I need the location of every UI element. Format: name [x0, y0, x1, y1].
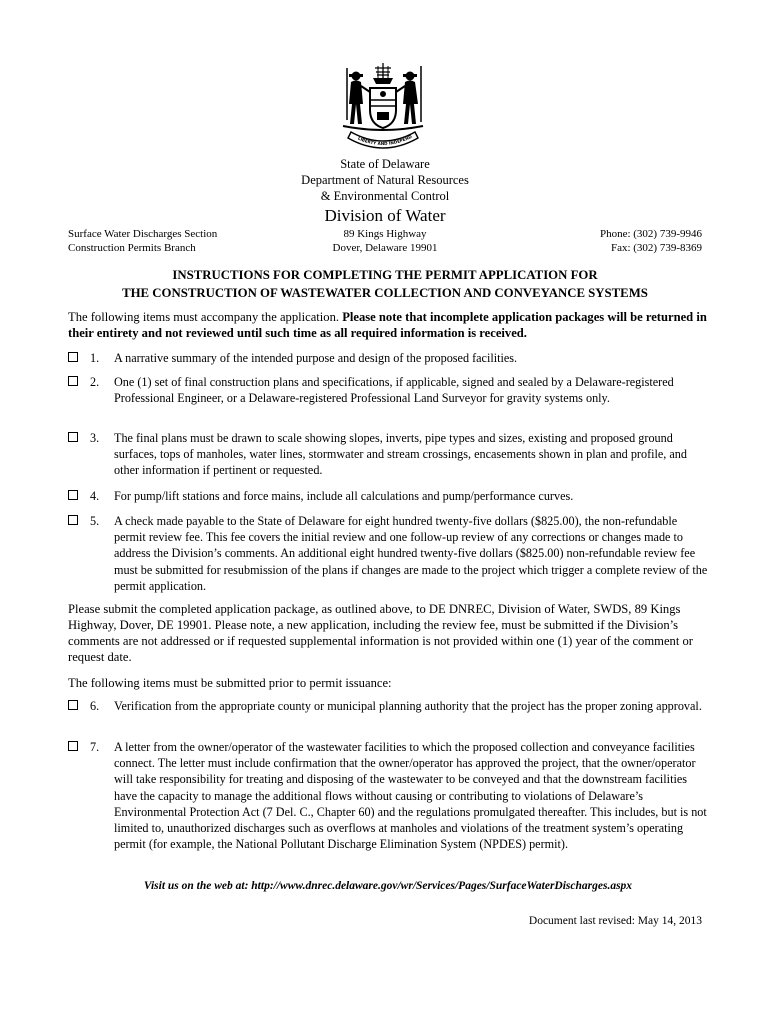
fax-number: Fax: (302) 739-8369	[610, 242, 702, 254]
address-city: Dover, Delaware 19901	[332, 242, 438, 254]
checklist-item-4	[68, 488, 708, 504]
checklist-item-5	[68, 513, 708, 594]
revision-date: Document last revised: May 14, 2013	[528, 915, 702, 927]
item-number: 1.	[90, 351, 100, 365]
item-text: The final plans must be drawn to scale showing slopes, inverts, pipe types and sizes, existing and proposed ground surfaces, tops of manholes, water lines, stormwater and stream crossings, encasements shown in plan and profile, and other information if pertinent or requested.	[114, 431, 687, 478]
item-text: Verification from the appropriate county or municipal planning authority that the project has the proper zoning approval.	[114, 699, 702, 713]
intro-warning: Please note that incomplete application packages will be returned in their entirety and not reviewed until such time as all required information is received.	[68, 310, 707, 340]
branch-name: Construction Permits Branch	[68, 242, 196, 254]
checklist-item-1	[68, 350, 708, 366]
checkbox-4[interactable]	[68, 490, 78, 500]
checkbox-6[interactable]	[68, 700, 78, 710]
checklist-item-3	[68, 430, 708, 479]
item-text: A narrative summary of the intended purpose and design of the proposed facilities.	[114, 351, 518, 365]
item-text: A letter from the owner/operator of the wastewater facilities to which the proposed collection and conveyance facilities connect. The letter must include confirmation that the owner/operator has approved the project, that the owner/operator will take responsibility for treating and disposing of the wastewater to be conveyed and that the downstream facilities have the capacity to manage the additional flows without causing or contributing to violations of Delaware’s Environmental Protection Act (7 Del. C., Chapter 60) and the regulations promulgated thereafter. This includes, but is not limited to, unauthorized discharges such as overflows at manholes and violations of the treatment system’s operating permit (for example, the National Pollutant Discharge Elimination System (NPDES) permit).	[114, 740, 707, 852]
agency-department: Department of Natural Resources	[301, 173, 469, 187]
checkbox-2[interactable]	[68, 376, 78, 386]
intro-paragraph	[68, 309, 708, 341]
item-text: A check made payable to the State of Delaware for eight hundred twenty-five dollars ($825.00), the non-refundable permit review fee. This fee covers the initial review and one follow-up review of any corrections or changes made to address the Division’s comments. An additional eight hundred twenty-five dollars ($825.00) non-refundable review fee must be submitted for resubmission of the plans if changes are made to the project which trigger a complete review of the permit application.	[114, 514, 708, 593]
item-number: 3.	[90, 431, 100, 445]
item-text: For pump/lift stations and force mains, include all calculations and pump/performance curves.	[114, 489, 574, 503]
seal-banner-text: LIBERTY AND INDEPEND	[357, 133, 413, 147]
item-number: 7.	[90, 740, 100, 754]
address-street: 89 Kings Highway	[343, 228, 427, 240]
checkbox-3[interactable]	[68, 432, 78, 442]
delaware-seal-logo	[333, 60, 433, 152]
phone-number: Phone: (302) 739-9946	[599, 228, 702, 240]
website-link[interactable]: Visit us on the web at: http://www.dnrec.delaware.gov/wr/Services/Pages/SurfaceWaterDischarges.aspx	[143, 880, 633, 892]
item-number: 2.	[90, 375, 100, 389]
checkbox-5[interactable]	[68, 515, 78, 525]
item-number: 5.	[90, 514, 100, 528]
section-name: Surface Water Discharges Section	[68, 228, 218, 240]
agency-environmental: & Environmental Control	[320, 189, 450, 203]
item-number: 4.	[90, 489, 100, 503]
division-title: Division of Water	[324, 206, 446, 225]
prior-issuance-paragraph: The following items must be submitted prior to permit issuance:	[68, 676, 392, 690]
instructions-title-line1: INSTRUCTIONS FOR COMPLETING THE PERMIT APPLICATION FOR	[172, 268, 598, 282]
checklist-item-2	[68, 374, 708, 406]
checklist-item-7	[68, 739, 708, 852]
item-number: 6.	[90, 699, 100, 713]
agency-state: State of Delaware	[340, 157, 430, 171]
submit-paragraph: Please submit the completed application package, as outlined above, to DE DNREC, Division of Water, SWDS, 89 Kings Highway, Dover, DE 19901. Please note, a new application, including the review fee, must be submitted if the Division’s comments are not addressed or if requested supplemental information is not provided within one (1) year of the comment or request date.	[68, 602, 693, 664]
checkbox-1[interactable]	[68, 352, 78, 362]
instructions-title-line2: THE CONSTRUCTION OF WASTEWATER COLLECTION AND CONVEYANCE SYSTEMS	[122, 286, 648, 300]
item-text: One (1) set of final construction plans and specifications, if applicable, signed and sealed by a Delaware-registered Professional Engineer, or a Delaware-registered Professional Land Surveyor for gravity systems only.	[114, 375, 674, 406]
checklist-item-6	[68, 698, 708, 714]
contact-info	[600, 227, 702, 255]
intro-text: The following items must accompany the application.	[68, 310, 343, 324]
checkbox-7[interactable]	[68, 741, 78, 751]
